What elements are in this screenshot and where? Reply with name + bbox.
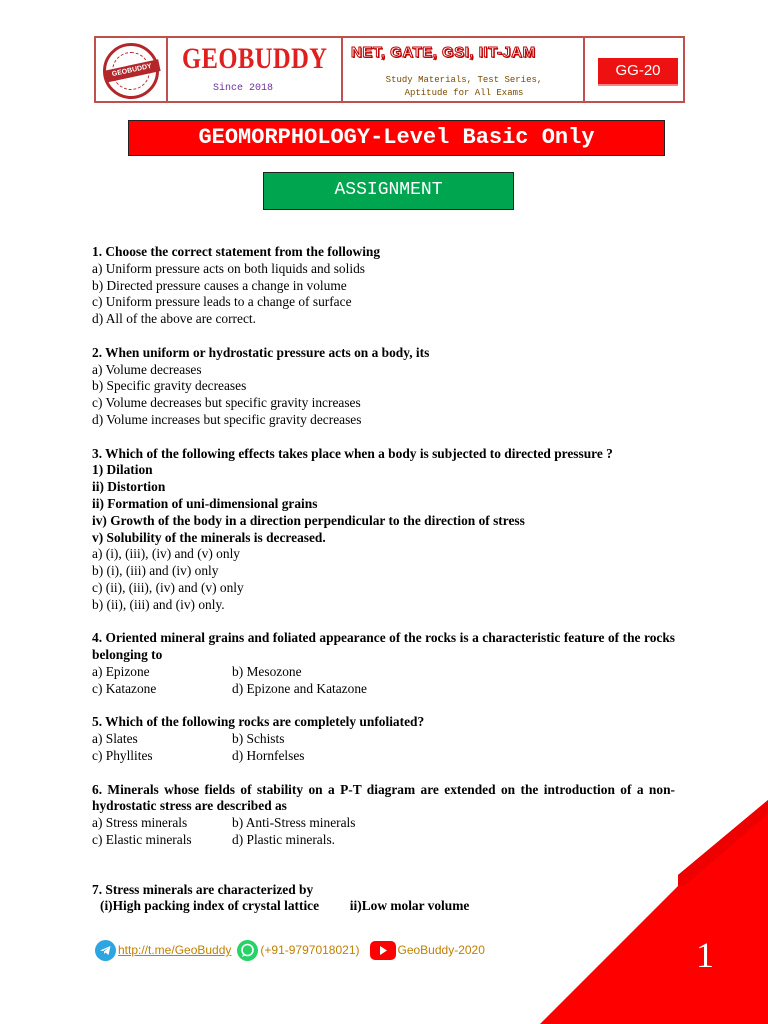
option: c) Phyllites xyxy=(92,747,153,763)
exams-heading: NET, GATE, GSI, IIT-JAM xyxy=(351,44,536,61)
option: a) Uniform pressure acts on both liquids and solids xyxy=(92,260,365,276)
option: c) Volume decreases but specific gravity increases xyxy=(92,395,361,411)
option: b) Specific gravity decreases xyxy=(92,378,247,394)
option: a) Slates xyxy=(92,731,138,747)
question-text: 7. Stress minerals are characterized by xyxy=(92,881,314,897)
question-2 xyxy=(92,345,675,429)
tagline xyxy=(354,74,574,100)
option: b) Anti-Stress minerals xyxy=(232,815,356,831)
telegram-icon xyxy=(95,940,116,961)
question-text: 3. Which of the following effects takes place when a body is subjected to directed pressure ? xyxy=(92,445,613,461)
question-text: 4. Oriented mineral grains and foliated appearance of the rocks is a characteristic feature of the rocks belonging to xyxy=(92,630,675,663)
contact-footer xyxy=(95,937,485,963)
option: d) Epizone and Katazone xyxy=(232,680,367,696)
statement: ii) Distortion xyxy=(92,479,166,495)
tagline-line-2: Aptitude for All Exams xyxy=(404,88,524,98)
option: a) Volume decreases xyxy=(92,361,202,377)
brand-name: GEOBUDDY xyxy=(182,42,328,75)
question-3 xyxy=(92,446,675,614)
question-4 xyxy=(92,630,675,697)
statement: v) Solubility of the minerals is decreased. xyxy=(92,529,326,545)
question-text: 1. Choose the correct statement from the following xyxy=(92,244,381,259)
since-text: Since 2018 xyxy=(213,83,274,94)
statement: ii)Low molar volume xyxy=(349,898,470,914)
whatsapp-icon xyxy=(237,940,258,961)
option: d) Plastic minerals. xyxy=(232,831,336,847)
question-5 xyxy=(92,714,675,764)
page-number: 1 xyxy=(696,935,714,975)
statement: 1) Dilation xyxy=(92,462,153,478)
option: d) All of the above are correct. xyxy=(92,311,256,327)
option: b) (ii), (iii) and (iv) only. xyxy=(92,596,225,612)
statement: ii) Formation of uni-dimensional grains xyxy=(92,495,318,511)
phone-number: (+91-9797018021) xyxy=(260,943,360,957)
option: d) Volume increases but specific gravity decreases xyxy=(92,411,362,427)
document-code-badge: GG-20 xyxy=(598,58,678,86)
question-text: 6. Minerals whose fields of stability on a P-T diagram are extended on the introduction of a non-hydrostatic stress are described as xyxy=(92,781,675,814)
option: a) Epizone xyxy=(92,663,150,679)
option: d) Hornfelses xyxy=(232,747,305,763)
question-text: 5. Which of the following rocks are completely unfoliated? xyxy=(92,714,425,730)
option: c) Elastic minerals xyxy=(92,831,192,847)
youtube-channel[interactable]: GeoBuddy-2020 xyxy=(397,943,485,957)
option: c) (ii), (iii), (iv) and (v) only xyxy=(92,579,244,595)
page-title: GEOMORPHOLOGY-Level Basic Only xyxy=(128,120,665,156)
option: b) Mesozone xyxy=(232,663,302,679)
question-text: 2. When uniform or hydrostatic pressure acts on a body, its xyxy=(92,344,430,360)
geobuddy-logo xyxy=(103,43,159,99)
option: c) Katazone xyxy=(92,680,157,696)
page-corner-decoration xyxy=(540,800,768,1024)
option: b) Schists xyxy=(232,731,285,747)
question-1 xyxy=(92,244,675,328)
header-box xyxy=(94,36,685,103)
option: b) Directed pressure causes a change in volume xyxy=(92,277,347,293)
youtube-icon xyxy=(370,941,396,960)
option: a) (i), (iii), (iv) and (v) only xyxy=(92,546,240,562)
section-heading: ASSIGNMENT xyxy=(263,172,514,210)
telegram-link[interactable]: http://t.me/GeoBuddy xyxy=(118,943,232,957)
logo-text: GEOBUDDY xyxy=(103,59,160,82)
statement: (i)High packing index of crystal lattice xyxy=(100,898,320,914)
tagline-line-1: Study Materials, Test Series, xyxy=(385,75,543,85)
option: b) (i), (iii) and (iv) only xyxy=(92,563,219,579)
option: a) Stress minerals xyxy=(92,815,188,831)
statement: iv) Growth of the body in a direction perpendicular to the direction of stress xyxy=(92,512,525,528)
option: c) Uniform pressure leads to a change of surface xyxy=(92,294,352,310)
